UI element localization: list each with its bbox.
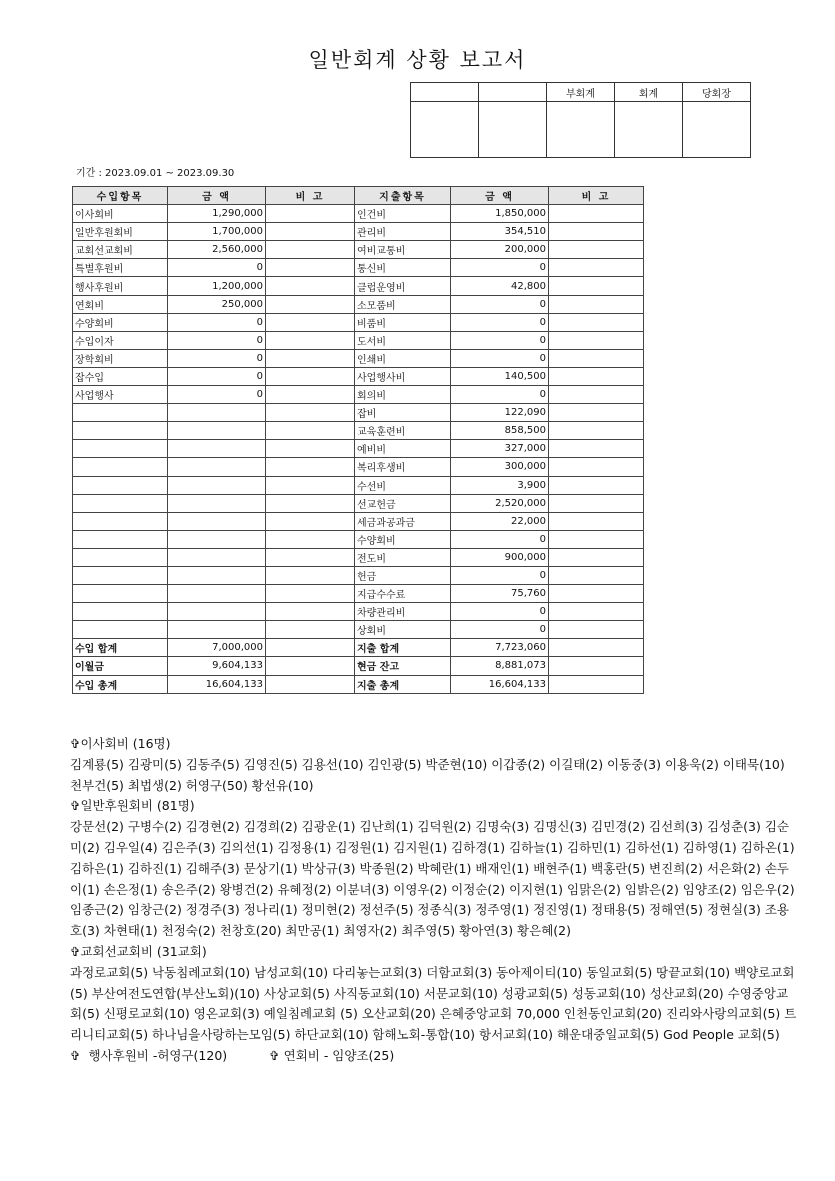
expense-note-cell [549,422,644,440]
expense-amount-cell: 0 [451,386,549,404]
table-row [73,295,644,313]
approval-sign-cell [683,102,751,158]
expense-amount-cell: 0 [451,259,549,277]
income-amount-cell: 2,560,000 [168,241,266,259]
table-row [73,440,644,458]
expense-note-cell [549,331,644,349]
income-note-cell [266,566,355,584]
income-item-cell [73,404,168,422]
income-item-cell: 이월금 [73,657,168,675]
table-row [73,422,644,440]
note-heading-text: 교회선교회비 (31교회) [80,943,207,959]
income-amount-cell: 9,604,133 [168,657,266,675]
income-item-cell: 수입이자 [73,331,168,349]
income-note-cell [266,548,355,566]
expense-note-cell [549,675,644,693]
table-row [73,621,644,639]
expense-note-cell [549,205,644,223]
expense-amount-cell: 0 [451,566,549,584]
note-heading-text: 일반후원회비 (81명) [80,798,195,814]
total-row [73,639,644,657]
approval-header-cell: 회계 [615,83,683,102]
income-amount-cell [168,512,266,530]
expense-amount-cell: 140,500 [451,367,549,385]
expense-item-cell: 회의비 [355,386,451,404]
column-header: 수입항목 [73,187,168,205]
expense-item-cell: 잡비 [355,404,451,422]
expense-note-cell [549,241,644,259]
expense-item-cell: 통신비 [355,259,451,277]
table-row [73,313,644,331]
expense-note-cell [549,548,644,566]
expense-amount-cell: 7,723,060 [451,639,549,657]
income-amount-cell [168,603,266,621]
expense-amount-cell: 300,000 [451,458,549,476]
expense-note-cell [549,476,644,494]
approval-header-cell [411,83,479,102]
expense-note-cell [549,530,644,548]
note-heading [70,796,800,817]
income-amount-cell [168,530,266,548]
column-header: 금 액 [451,187,549,205]
income-amount-cell [168,585,266,603]
table-row [73,494,644,512]
expense-item-cell: 교육훈련비 [355,422,451,440]
expense-amount-cell: 327,000 [451,440,549,458]
income-note-cell [266,530,355,548]
table-row [73,259,644,277]
table-row [73,349,644,367]
income-amount-cell: 0 [168,259,266,277]
income-item-cell [73,512,168,530]
table-row [73,223,644,241]
expense-amount-cell: 16,604,133 [451,675,549,693]
column-header: 금 액 [168,187,266,205]
expense-amount-cell: 2,520,000 [451,494,549,512]
note-heading-text: 이사회비 (16명) [80,736,171,751]
income-note-cell [266,241,355,259]
expense-item-cell: 소모품비 [355,295,451,313]
period-text: 기간 : 2023.09.01 ~ 2023.09.30 [76,168,235,179]
income-note-cell [266,295,355,313]
expense-amount-cell: 858,500 [451,422,549,440]
note-body: 과정로교회(5) 낙동침례교회(10) 남성교회(10) 다리놓는교회(3) 더함교회(3) 동아제이티(10) 동일교회(5) 땅끝교회(10) 백양로교회(5) 부산여전도연합(부산노회)(10) 사상교회(5) 사직동교회(10) 서문교회(10) 성광교회(5) 성동교회(10) 성산교회(20) 수영중앙교회(5) 신평로교회(10) 영온교회(3) 예일침례교회 (5) 오산교회(20) 은혜중앙교회 70,000 인천동인교회(20) 진리와사랑의교회(5) 트리니티교회(5) 하나님을사랑하는모임(5) 하단교회(10) 함해노회-통합(10) 항서교회(10) 해운대중일교회(5) God People 교회(5) [70,964,797,1043]
bullet-icon: ✞ [70,943,81,959]
income-note-cell [266,349,355,367]
expense-item-cell: 예비비 [355,440,451,458]
income-note-cell [266,205,355,223]
table-row [73,512,644,530]
table-row [73,566,644,584]
note-body: 김계룡(5) 김광미(5) 김동주(5) 김영진(5) 김용선(10) 김인광(5) 박준현(10) 이갑종(2) 이길태(2) 이동중(3) 이용욱(2) 이태묵(10) 천부건(5) 최법생(2) 허영구(50) 황선유(10) [70,756,785,793]
approval-sign-cell [411,102,479,158]
expense-note-cell [549,566,644,584]
expense-item-cell: 지급수수료 [355,585,451,603]
income-note-cell [266,639,355,657]
expense-amount-cell: 0 [451,621,549,639]
expense-note-cell [549,458,644,476]
income-amount-cell [168,422,266,440]
table-row [73,367,644,385]
income-amount-cell [168,404,266,422]
expense-amount-cell: 1,850,000 [451,205,549,223]
income-amount-cell: 0 [168,331,266,349]
expense-note-cell [549,386,644,404]
income-note-cell [266,512,355,530]
approval-sign-cell [547,102,615,158]
expense-amount-cell: 8,881,073 [451,657,549,675]
expense-amount-cell: 42,800 [451,277,549,295]
income-amount-cell [168,494,266,512]
income-note-cell [266,476,355,494]
income-amount-cell [168,458,266,476]
note-body: 강문선(2) 구병수(2) 김경현(2) 김경희(2) 김광운(1) 김난희(1) 김덕원(2) 김명숙(3) 김명신(3) 김민경(2) 김선희(3) 김성춘(3) 김순미(2) 김우일(4) 김은주(3) 김의선(1) 김정용(1) 김정원(1) 김지원(1) 김하경(1) 김하늘(1) 김하민(1) 김하선(1) 김하영(1) 김하온(1) 김하은(1) 김하진(1) 김해주(3) 문상기(1) 박상규(3) 박종원(2) 박혜란(1) 배재인(1) 배현주(1) 백홍란(5) 변진희(2) 서은화(2) 손두이(1) 손은정(1) 송은주(2) 왕병건(2) 유혜정(2) 이분녀(3) 이영우(2) 이정순(2) 이지현(1) 임맑은(2) 임밝은(2) 임양조(2) 임은우(2) 임종근(2) 임창근(2) 정경주(3) 정나리(1) 정미현(2) 정선주(5) 정종식(3) 정주영(1) 정진영(1) 정태용(5) 정해연(5) 정현실(3) 조용호(3) 차현태(1) 천정숙(2) 천창호(20) 최만공(1) 최영자(2) 최주영(5) 황아연(3) 황은혜(2) [70,819,795,939]
expense-amount-cell: 0 [451,295,549,313]
approval-header-cell: 부회계 [547,83,615,102]
income-note-cell [266,458,355,476]
income-note-cell [266,657,355,675]
income-note-cell [266,313,355,331]
expense-item-cell: 클럽운영비 [355,277,451,295]
approval-sign-cell [479,102,547,158]
bullet-icon: ✞ [70,1047,81,1063]
income-item-cell: 교회선교회비 [73,241,168,259]
income-item-cell [73,440,168,458]
expense-item-cell: 복리후생비 [355,458,451,476]
notes-last-line [70,1046,800,1067]
column-header: 비 고 [266,187,355,205]
income-item-cell [73,621,168,639]
notes-section [70,734,800,1067]
income-item-cell: 잡수입 [73,367,168,385]
income-item-cell: 특별후원비 [73,259,168,277]
income-amount-cell [168,476,266,494]
income-amount-cell [168,548,266,566]
income-item-cell: 이사회비 [73,205,168,223]
table-row [73,548,644,566]
income-note-cell [266,675,355,693]
expense-note-cell [549,621,644,639]
expense-amount-cell: 0 [451,331,549,349]
income-amount-cell [168,621,266,639]
income-item-cell [73,458,168,476]
expense-item-cell: 헌금 [355,566,451,584]
income-note-cell [266,603,355,621]
expense-item-cell: 전도비 [355,548,451,566]
income-item-cell [73,548,168,566]
table-row [73,530,644,548]
expense-item-cell: 수양회비 [355,530,451,548]
income-amount-cell: 0 [168,313,266,331]
income-note-cell [266,259,355,277]
income-item-cell [73,585,168,603]
expense-item-cell: 수선비 [355,476,451,494]
income-item-cell: 수입 합계 [73,639,168,657]
income-note-cell [266,585,355,603]
expense-note-cell [549,259,644,277]
income-amount-cell: 0 [168,367,266,385]
income-note-cell [266,404,355,422]
table-header-row [73,187,644,205]
expense-item-cell: 인건비 [355,205,451,223]
total-row [73,675,644,693]
column-header: 비 고 [549,187,644,205]
income-note-cell [266,367,355,385]
income-item-cell: 행사후원비 [73,277,168,295]
table-row [73,404,644,422]
expense-item-cell: 관리비 [355,223,451,241]
table-row [73,476,644,494]
income-item-cell [73,530,168,548]
expense-amount-cell: 75,760 [451,585,549,603]
approval-sign-cell [615,102,683,158]
income-amount-cell [168,566,266,584]
expense-note-cell [549,404,644,422]
expense-item-cell: 비품비 [355,313,451,331]
table-row [73,241,644,259]
expense-note-cell [549,585,644,603]
bullet-icon: ✞ [269,1047,280,1063]
expense-item-cell: 도서비 [355,331,451,349]
approval-box [410,82,751,158]
income-note-cell [266,422,355,440]
expense-item-cell: 세금과공과금 [355,512,451,530]
page-title: 일반회계 상황 보고서 [308,48,527,72]
expense-note-cell [549,277,644,295]
income-item-cell: 연회비 [73,295,168,313]
expense-amount-cell: 122,090 [451,404,549,422]
table-row [73,585,644,603]
income-amount-cell [168,440,266,458]
income-item-cell: 사업행사 [73,386,168,404]
income-amount-cell: 7,000,000 [168,639,266,657]
column-header: 지출항목 [355,187,451,205]
annual-fee-note: 연회비 - 임양조(25) [283,1047,395,1063]
expense-item-cell: 지출 합계 [355,639,451,657]
income-note-cell [266,386,355,404]
expense-note-cell [549,639,644,657]
income-note-cell [266,331,355,349]
income-note-cell [266,621,355,639]
expense-item-cell: 선교헌금 [355,494,451,512]
event-donation-note: 행사후원비 -허영구(120) [88,1047,228,1063]
income-item-cell [73,566,168,584]
expense-amount-cell: 3,900 [451,476,549,494]
income-amount-cell: 16,604,133 [168,675,266,693]
income-item-cell [73,494,168,512]
expense-note-cell [549,603,644,621]
expense-amount-cell: 900,000 [451,548,549,566]
income-note-cell [266,277,355,295]
expense-item-cell: 차량관리비 [355,603,451,621]
expense-amount-cell: 354,510 [451,223,549,241]
ledger-table [72,186,644,694]
income-amount-cell: 0 [168,349,266,367]
expense-amount-cell: 0 [451,313,549,331]
expense-note-cell [549,313,644,331]
expense-note-cell [549,440,644,458]
expense-item-cell: 상회비 [355,621,451,639]
expense-amount-cell: 22,000 [451,512,549,530]
income-item-cell: 일반후원회비 [73,223,168,241]
expense-note-cell [549,349,644,367]
expense-item-cell: 지출 총계 [355,675,451,693]
bullet-icon: ✞ [70,736,81,751]
income-item-cell [73,476,168,494]
table-row [73,205,644,223]
approval-header-cell: 당회장 [683,83,751,102]
expense-amount-cell: 200,000 [451,241,549,259]
income-item-cell [73,422,168,440]
income-item-cell: 수입 총계 [73,675,168,693]
income-amount-cell: 250,000 [168,295,266,313]
expense-note-cell [549,494,644,512]
bullet-icon: ✞ [70,798,81,814]
note-heading [70,734,800,755]
income-amount-cell: 1,700,000 [168,223,266,241]
income-note-cell [266,494,355,512]
expense-amount-cell: 0 [451,349,549,367]
expense-note-cell [549,657,644,675]
expense-item-cell: 사업행사비 [355,367,451,385]
expense-note-cell [549,512,644,530]
income-item-cell: 장학회비 [73,349,168,367]
expense-note-cell [549,223,644,241]
total-row [73,657,644,675]
expense-note-cell [549,367,644,385]
expense-item-cell: 여비교통비 [355,241,451,259]
expense-item-cell: 인쇄비 [355,349,451,367]
expense-note-cell [549,295,644,313]
income-note-cell [266,440,355,458]
approval-header-cell [479,83,547,102]
table-row [73,386,644,404]
income-item-cell [73,603,168,621]
income-amount-cell: 1,290,000 [168,205,266,223]
table-row [73,458,644,476]
expense-item-cell: 현금 잔고 [355,657,451,675]
income-amount-cell: 0 [168,386,266,404]
expense-amount-cell: 0 [451,530,549,548]
table-row [73,331,644,349]
income-amount-cell: 1,200,000 [168,277,266,295]
income-item-cell: 수양회비 [73,313,168,331]
note-heading [70,942,800,963]
expense-amount-cell: 0 [451,603,549,621]
table-row [73,603,644,621]
income-note-cell [266,223,355,241]
table-row [73,277,644,295]
